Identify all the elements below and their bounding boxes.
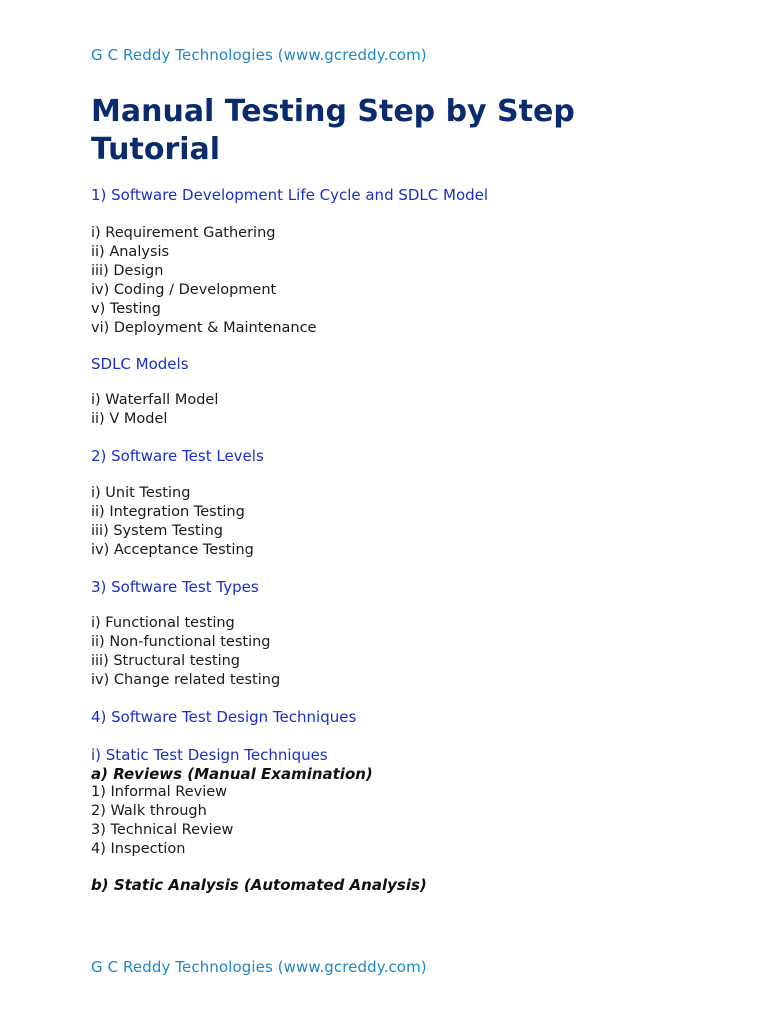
header-brand-link[interactable]: G C Reddy Technologies (www.gcreddy.com) bbox=[91, 46, 427, 64]
list-item: 1) Informal Review bbox=[91, 784, 228, 800]
list-item: v) Testing bbox=[91, 301, 161, 317]
static-techniques-heading: i) Static Test Design Techniques bbox=[91, 746, 328, 764]
list-item: i) Unit Testing bbox=[91, 485, 191, 501]
page-title: Manual Testing Step by Step Tutorial bbox=[91, 94, 575, 167]
list-item: iv) Coding / Development bbox=[91, 282, 277, 298]
section-heading-test-levels: 2) Software Test Levels bbox=[91, 447, 264, 465]
list-item: iii) System Testing bbox=[91, 523, 224, 539]
list-item: ii) Non-functional testing bbox=[91, 634, 271, 650]
test-types-list bbox=[91, 614, 280, 690]
list-item: 3) Technical Review bbox=[91, 822, 234, 838]
sdlc-models-list bbox=[91, 391, 218, 429]
section-heading-test-types: 3) Software Test Types bbox=[91, 578, 259, 596]
reviews-heading: a) Reviews (Manual Examination) bbox=[91, 765, 373, 783]
list-item: i) Requirement Gathering bbox=[91, 225, 276, 241]
footer-brand-link[interactable]: G C Reddy Technologies (www.gcreddy.com) bbox=[91, 958, 427, 976]
list-item: iii) Structural testing bbox=[91, 653, 240, 669]
list-item: iii) Design bbox=[91, 263, 164, 279]
list-item: iv) Acceptance Testing bbox=[91, 542, 254, 558]
list-item: ii) Analysis bbox=[91, 244, 170, 260]
static-analysis-heading: b) Static Analysis (Automated Analysis) bbox=[91, 876, 427, 894]
list-item: i) Functional testing bbox=[91, 615, 235, 631]
document-page bbox=[91, 0, 731, 1024]
sdlc-phase-list bbox=[91, 224, 316, 338]
list-item: ii) V Model bbox=[91, 411, 168, 427]
reviews-list bbox=[91, 783, 233, 859]
test-levels-list bbox=[91, 484, 254, 560]
list-item: 2) Walk through bbox=[91, 803, 207, 819]
list-item: vi) Deployment & Maintenance bbox=[91, 320, 317, 336]
section-heading-sdlc-models: SDLC Models bbox=[91, 355, 189, 373]
section-heading-sdlc: 1) Software Development Life Cycle and SDLC Model bbox=[91, 186, 489, 204]
list-item: iv) Change related testing bbox=[91, 672, 281, 688]
list-item: ii) Integration Testing bbox=[91, 504, 245, 520]
list-item: i) Waterfall Model bbox=[91, 392, 219, 408]
list-item: 4) Inspection bbox=[91, 841, 186, 857]
section-heading-design-techniques: 4) Software Test Design Techniques bbox=[91, 708, 357, 726]
